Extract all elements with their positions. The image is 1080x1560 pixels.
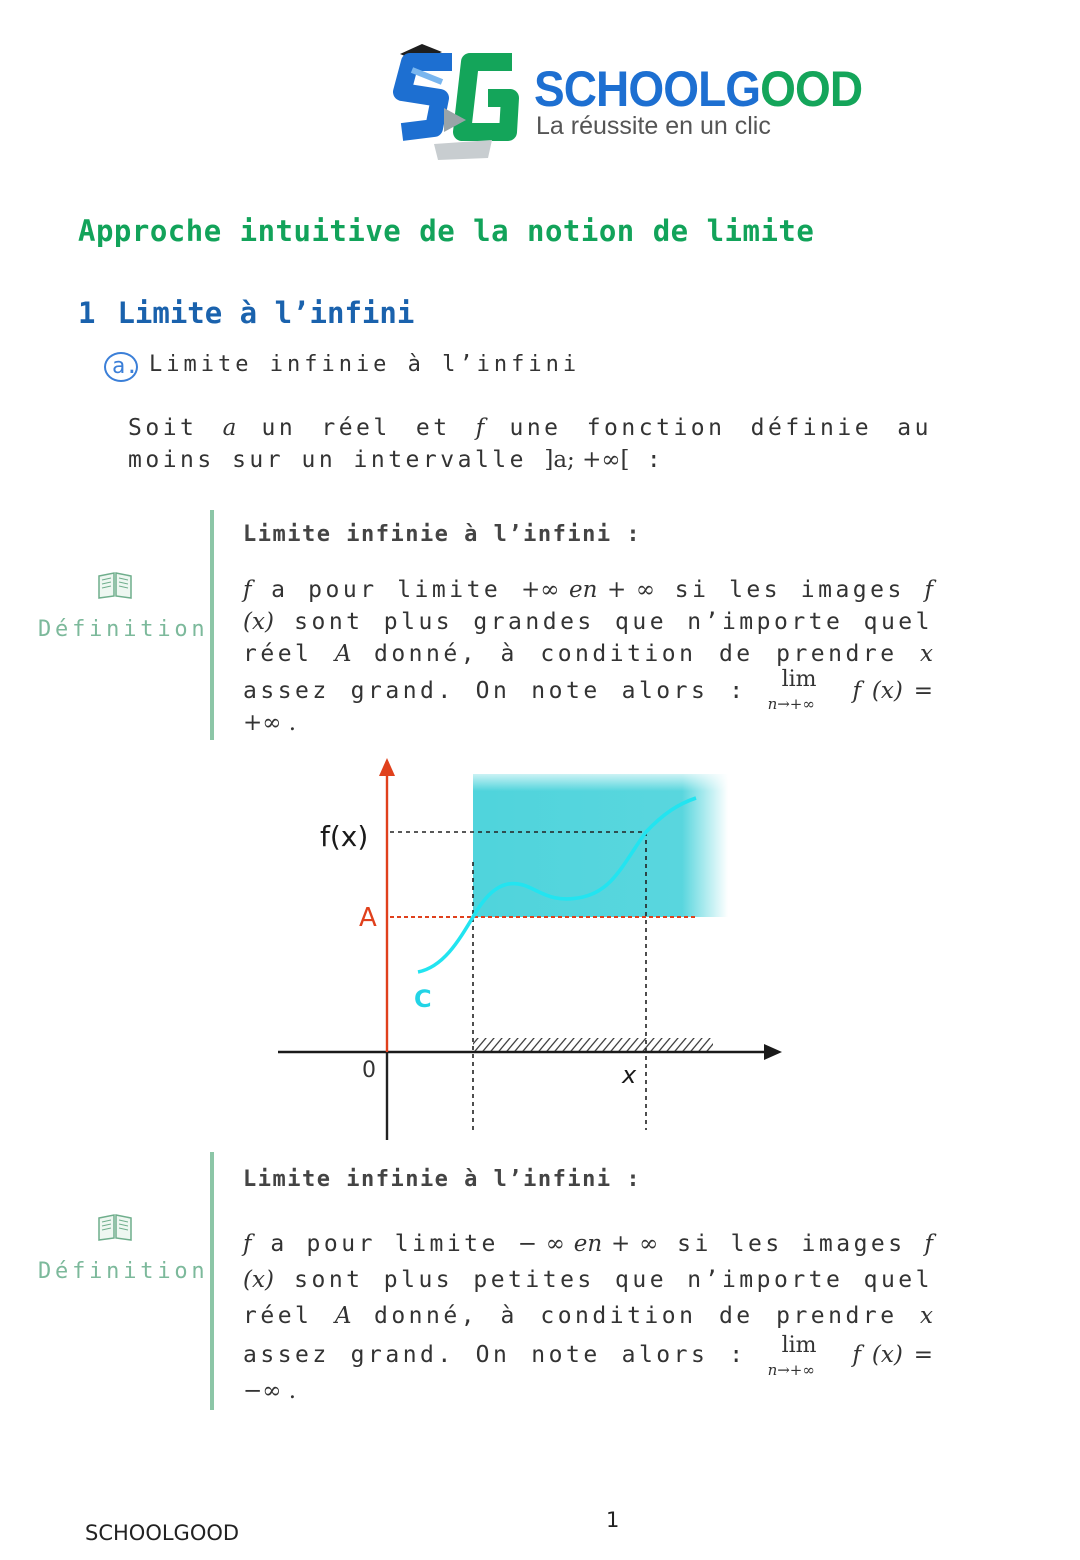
definition-body: f a pour limite +∞ en + ∞ si les images f (x) sont plus grandes que n’importe quel réel A donné, à condition de prendre x assez grand. On note alors : lim n→+∞ f (x) = +∞ .: [243, 577, 934, 736]
section-heading: [78, 296, 414, 330]
section-number: 1: [78, 296, 96, 330]
sg-monogram-icon: [392, 40, 532, 165]
subsection-title: Limite infinie à l’infini: [149, 352, 581, 377]
curve-label: C: [414, 985, 432, 1013]
A-label: A: [359, 903, 377, 933]
definition-border: [210, 1152, 214, 1410]
fx-label: f(x): [320, 820, 369, 853]
footer-brand: SCHOOLGOOD: [85, 1521, 240, 1545]
page-number: 1: [606, 1508, 620, 1532]
limit-notation: lim n→+∞: [767, 1333, 817, 1379]
definition-border: [210, 510, 214, 740]
subsection-marker: a.: [104, 352, 138, 382]
origin-label: 0: [362, 1058, 376, 1083]
hatched-zone: [473, 1038, 713, 1052]
book-icon: [96, 570, 134, 600]
definition-body: f a pour limite − ∞ en + ∞ si les images f (x) sont plus petites que n’importe quel réel A donné, à condition de prendre x assez grand. On note alors : lim n→+∞ f (x) = −∞ .: [243, 1231, 933, 1404]
limit-graph: [268, 752, 788, 1147]
definition-label: Définition: [38, 617, 209, 642]
logo-brand-text: SCHOOLGOOD: [534, 61, 863, 117]
definition-heading: Limite infinie à l’infini :: [243, 1167, 642, 1192]
logo-tagline: La réussite en un clic: [536, 112, 771, 140]
section-title: Limite à l’infini: [117, 296, 415, 330]
definition-label: Définition: [38, 1259, 209, 1284]
intro-paragraph: Soit a un réel et f une fonction définie au moins sur un intervalle ]a; +∞[ :: [128, 415, 932, 473]
definition-heading: Limite infinie à l’infini :: [243, 522, 642, 547]
page-title: Approche intuitive de la notion de limite: [78, 214, 815, 248]
x-label: x: [622, 1061, 637, 1089]
schoolgood-logo: [392, 40, 863, 165]
interval: ]a; +∞[: [544, 447, 630, 473]
limit-notation: lim n→+∞: [767, 667, 817, 713]
book-icon: [96, 1212, 134, 1242]
